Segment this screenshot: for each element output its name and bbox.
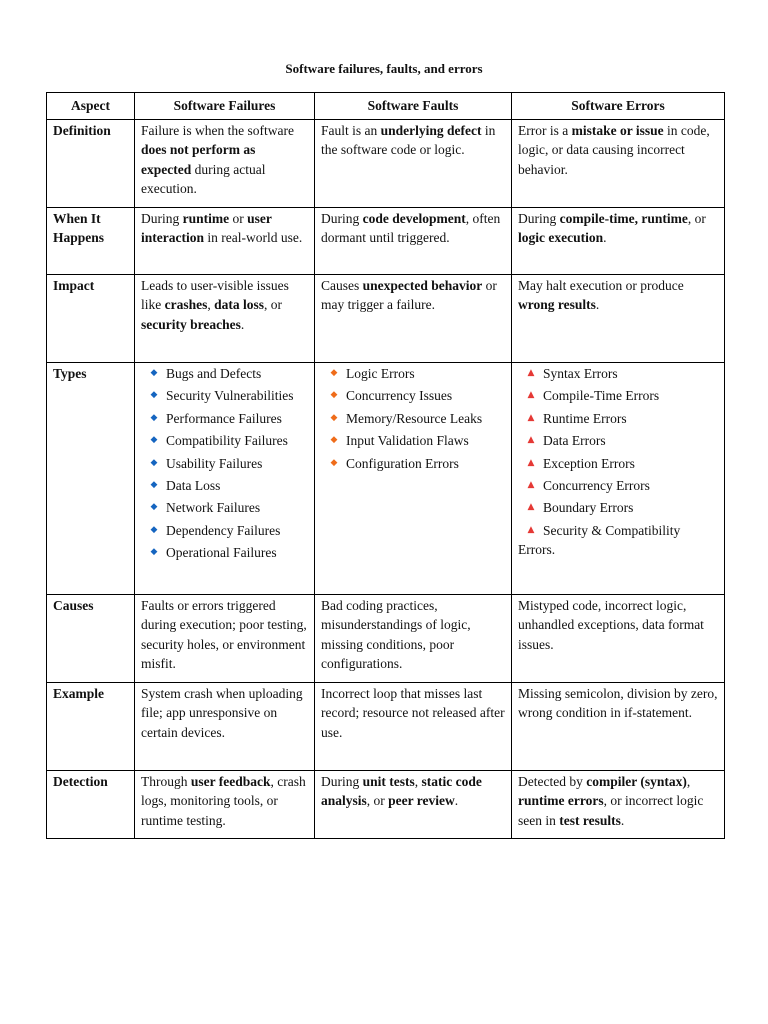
faults-cell [315,120,512,208]
list-item [141,543,308,562]
blue-diamond-icon: ◆ [150,547,158,558]
list-item-label: Input Validation Flaws [346,433,469,449]
list-item-label: Boundary Errors [543,500,634,516]
cell-emphasis: mistake or issue [571,123,664,138]
list-item [518,476,718,495]
list-item [518,409,718,428]
cell-text: or may trigger a failure. [321,278,497,313]
row-example [47,683,725,771]
header-software-faults: Software Faults [315,93,512,120]
failures-cell: System crash when uploading file; app unresponsive on certain devices. [135,683,315,771]
cell-emphasis: logic execution [518,230,604,246]
cell-text: . [454,793,459,809]
blue-diamond-icon: ◆ [150,457,158,468]
list-item [141,386,308,405]
aspect-cell: Detection [47,771,135,839]
cell-emphasis: crashes [164,297,208,313]
list-item-label: Security Vulnerabilities [166,388,294,404]
cell-text: , or [687,211,706,226]
list-item-label: Exception Errors [543,455,635,471]
header-software-errors: Software Errors [512,93,725,120]
list-item [321,409,505,428]
list-item [321,454,505,473]
blue-diamond-icon: ◆ [150,524,158,535]
errors-cell [512,120,725,208]
errors-cell [512,771,725,839]
comparison-table [46,92,725,839]
list-item-label: Compile-Time Errors [543,388,660,404]
list-item [141,364,308,383]
failures-cell [135,363,315,595]
red-triangle-icon: ▲ [527,412,535,423]
errors-cell [512,208,725,275]
list-item-label: Configuration Errors [346,455,459,471]
cell-text: during actual execution. [141,161,266,197]
list-item-label: Security & Compatibility Errors. [518,522,681,558]
faults-cell: Bad coding practices, misunderstandings of logic, missing conditions, poor configurations. [315,595,512,683]
cell-text: Leads to user-visible issues like [141,278,289,313]
list-item-label: Bugs and Defects [166,366,262,381]
orange-diamond-icon: ◆ [330,368,338,378]
list-item-label: Data Loss [166,478,221,494]
list-item-label: Performance Failures [166,410,282,426]
errors-cell [512,275,725,363]
cell-emphasis: runtime errors [518,793,604,809]
list-item [518,386,718,405]
cell-emphasis: static code analysis [321,774,482,809]
cell-text: Detected by [518,774,587,789]
error-types-list [518,364,718,560]
cell-text: , or [264,297,283,313]
red-triangle-icon: ▲ [527,457,535,468]
list-item [141,521,308,540]
failures-cell [135,208,315,275]
faults-cell [315,363,512,595]
cell-text: . [240,316,245,332]
row-impact [47,275,725,363]
blue-diamond-icon: ◆ [150,502,158,513]
list-item-label: Runtime Errors [543,410,627,426]
row-causes [47,595,725,683]
cell-text: or [229,211,248,226]
cell-emphasis: user feedback [190,774,271,789]
aspect-cell: Impact [47,275,135,363]
cell-emphasis: code development [362,211,466,226]
list-item-label: Concurrency Issues [346,388,453,404]
list-item [141,498,308,517]
cell-emphasis: unit tests [362,774,415,789]
row-definition [47,120,725,208]
cell-text: , crash logs, monitoring tools, or runtime testing. [141,774,306,828]
header-row [47,93,725,120]
errors-cell [512,363,725,595]
cell-emphasis: test results [559,812,621,828]
aspect-cell: Causes [47,595,135,683]
header-aspect: Aspect [47,93,135,120]
list-item-label: Usability Failures [166,455,263,471]
failures-cell [135,275,315,363]
blue-diamond-icon: ◆ [150,412,158,423]
blue-diamond-icon: ◆ [150,480,158,491]
cell-text: During [518,211,560,226]
aspect-cell: Types [47,363,135,595]
cell-text: , often dormant until triggered. [321,211,501,246]
list-item [321,386,505,405]
cell-emphasis: underlying defect [380,123,482,138]
cell-text: Through [141,774,191,789]
aspect-cell: When It Happens [47,208,135,275]
header-software-failures: Software Failures [135,93,315,120]
list-item [518,364,718,383]
cell-emphasis: unexpected behavior [362,278,483,293]
red-triangle-icon: ▲ [527,435,535,446]
cell-text: Failure is when the software [141,123,294,138]
failure-types-list [141,364,308,563]
failures-cell [135,120,315,208]
fault-types-list [321,364,505,473]
row-detection [47,771,725,839]
orange-diamond-icon: ◆ [330,390,338,401]
cell-text: Fault is an [321,123,381,138]
cell-text: in real-world use. [204,230,303,246]
cell-text: Causes [321,278,363,293]
list-item [141,454,308,473]
list-item-label: Operational Failures [166,545,277,561]
aspect-cell: Example [47,683,135,771]
cell-emphasis: compile-time, runtime [559,211,688,226]
cell-text: During [141,211,183,226]
list-item [321,364,505,383]
cell-text: in code, logic, or data causing incorrect behavior. [518,123,710,177]
cell-text: During [321,774,363,789]
blue-diamond-icon: ◆ [150,368,158,378]
orange-diamond-icon: ◆ [330,435,338,446]
list-item [141,476,308,495]
aspect-cell: Definition [47,120,135,208]
red-triangle-icon: ▲ [527,368,535,378]
list-item [518,431,718,450]
list-item-label: Concurrency Errors [543,478,650,494]
errors-cell: Missing semicolon, division by zero, wrong condition in if-statement. [512,683,725,771]
list-item [518,521,718,560]
row-types [47,363,725,595]
orange-diamond-icon: ◆ [330,457,338,468]
list-item [518,498,718,517]
list-item [321,431,505,450]
red-triangle-icon: ▲ [527,524,535,535]
faults-cell [315,275,512,363]
document-title: Software failures, faults, and errors [285,61,483,76]
list-item-label: Compatibility Failures [166,433,288,449]
cell-text: Error is a [518,123,572,138]
cell-emphasis: peer review [388,793,455,809]
blue-diamond-icon: ◆ [150,390,158,401]
list-item-label: Syntax Errors [543,366,618,381]
cell-emphasis: data loss [214,297,265,313]
cell-emphasis: does not perform as expected [141,142,256,177]
red-triangle-icon: ▲ [527,502,535,513]
cell-emphasis: runtime [182,211,230,226]
list-item [141,409,308,428]
faults-cell: Incorrect loop that misses last record; resource not released after use. [315,683,512,771]
list-item-label: Data Errors [543,433,606,449]
cell-emphasis: user interaction [141,211,272,246]
cell-text: May halt execution or produce [518,278,684,293]
cell-text: , [686,774,691,789]
list-item-label: Dependency Failures [166,522,281,538]
list-item-label: Memory/Resource Leaks [346,410,483,426]
list-item [518,454,718,473]
failures-cell: Faults or errors triggered during execution; poor testing, security holes, or environment misfit. [135,595,315,683]
cell-text: During [321,211,363,226]
faults-cell [315,771,512,839]
blue-diamond-icon: ◆ [150,435,158,446]
cell-text: , [207,297,215,313]
errors-cell: Mistyped code, incorrect logic, unhandled exceptions, data format issues. [512,595,725,683]
cell-text: . [603,230,607,246]
list-item [141,431,308,450]
cell-text: , or [366,793,389,809]
list-item-label: Network Failures [166,500,261,516]
cell-text: . [595,297,600,313]
red-triangle-icon: ▲ [527,480,535,491]
cell-text: . [620,812,625,828]
cell-text: , or incorrect logic seen in [518,793,704,828]
cell-text: in the software code or logic. [321,123,496,158]
row-when-it-happens [47,208,725,275]
cell-text: , [414,774,422,789]
list-item-label: Logic Errors [346,366,415,381]
failures-cell [135,771,315,839]
cell-emphasis: security breaches [141,316,241,332]
orange-diamond-icon: ◆ [330,412,338,423]
faults-cell [315,208,512,275]
cell-emphasis: compiler (syntax) [586,774,687,789]
cell-emphasis: wrong results [518,297,596,313]
red-triangle-icon: ▲ [527,390,535,401]
